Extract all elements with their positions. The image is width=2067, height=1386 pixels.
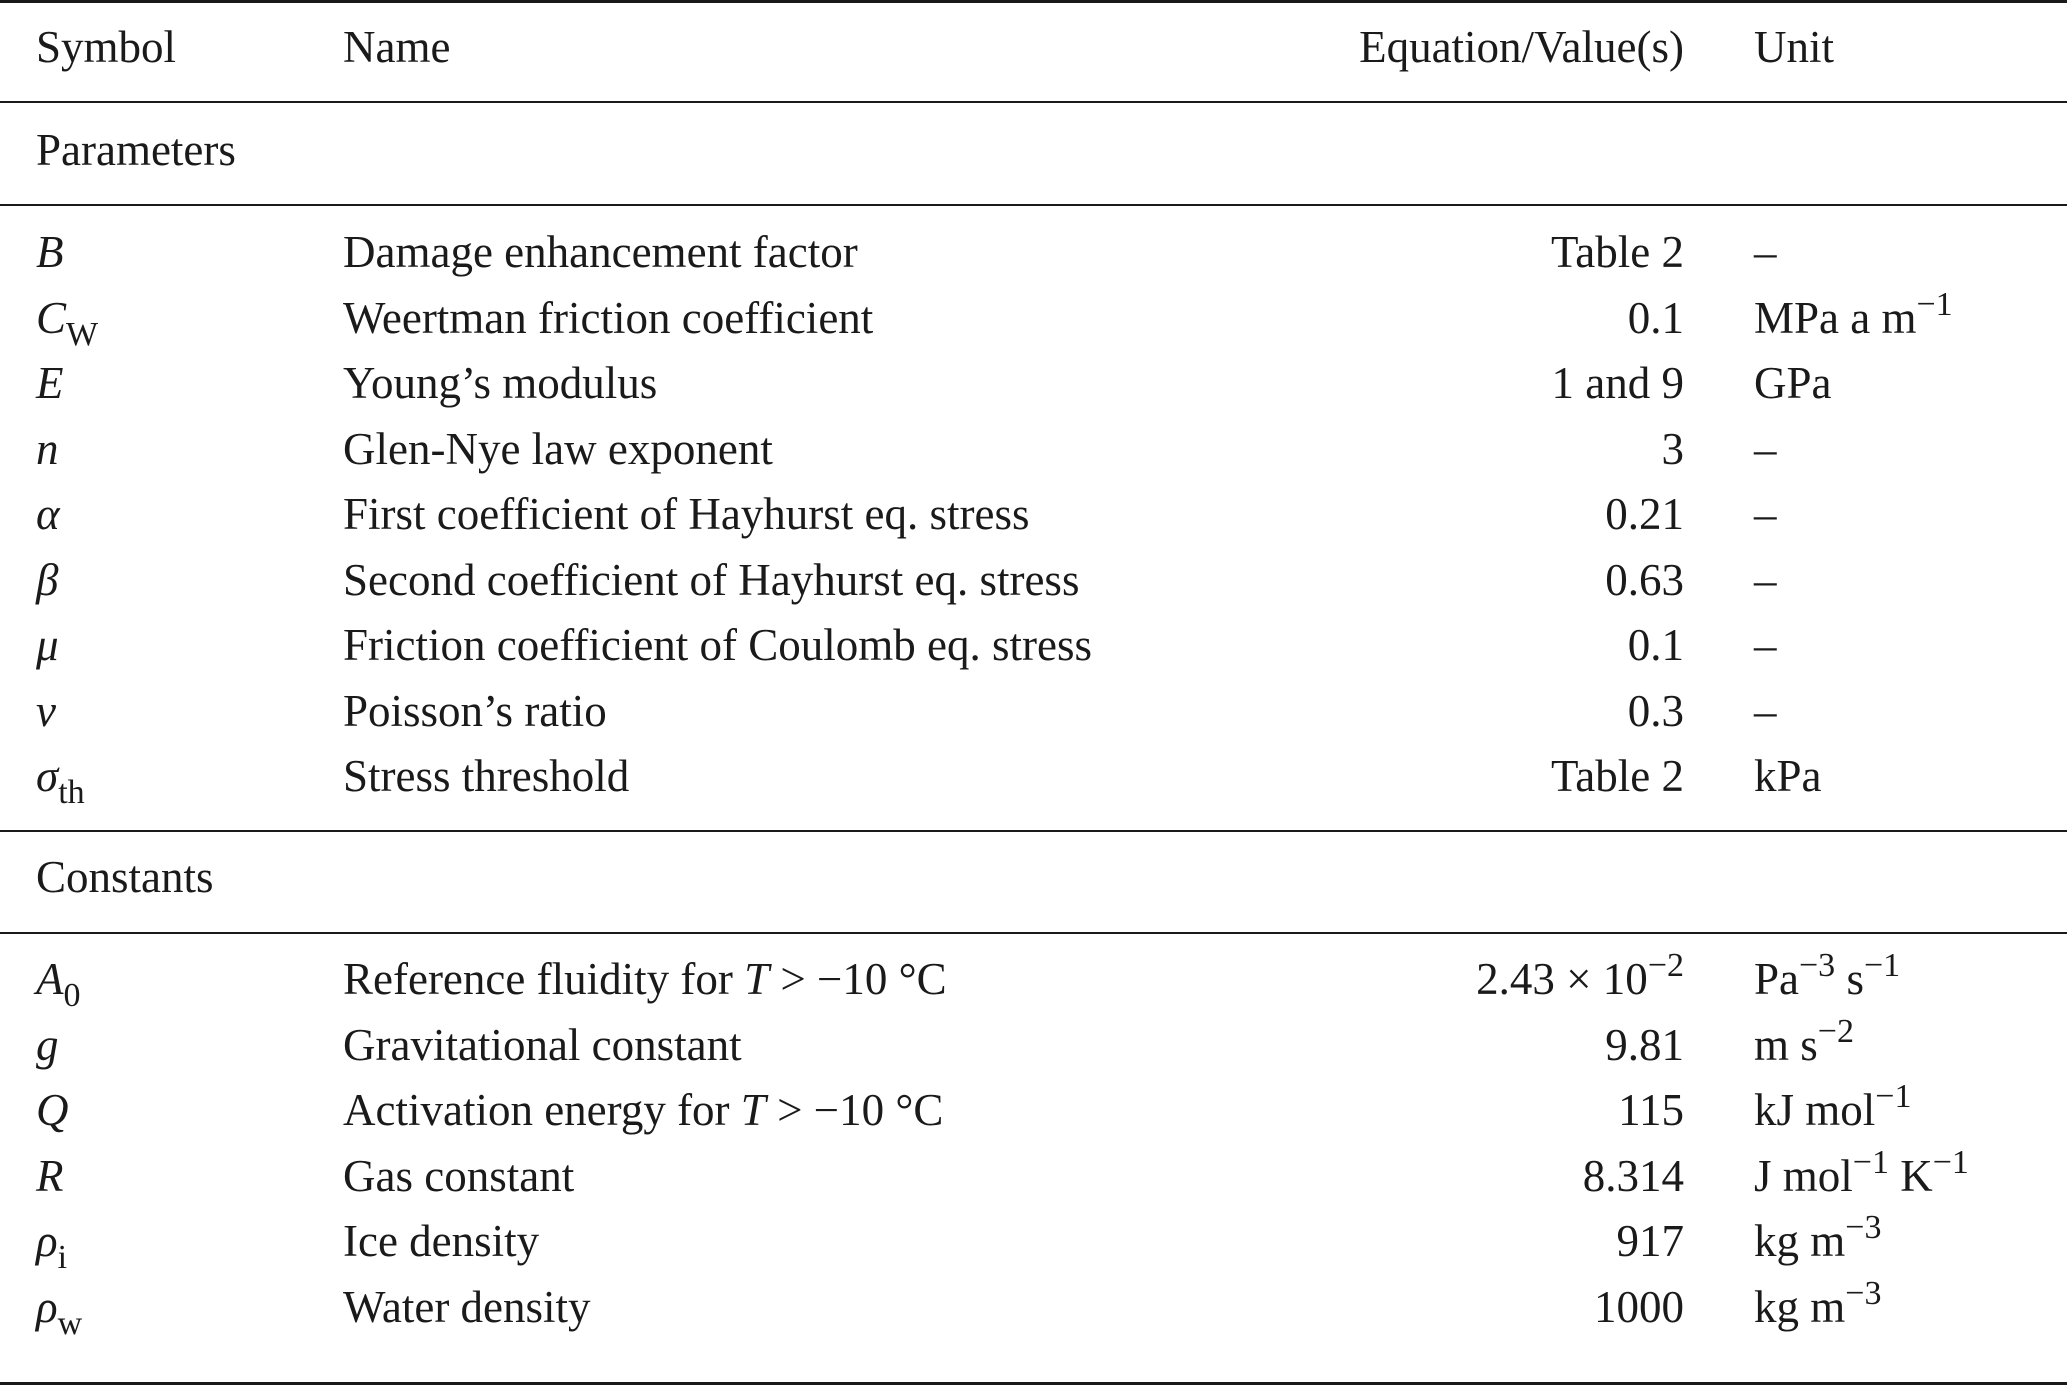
name-cell [343,953,947,1005]
unit-cell [1754,286,1953,349]
name-cell [343,685,607,737]
unit-text: – [1754,227,1777,277]
unit-text: – [1754,555,1777,605]
name-text: Young’s modulus [343,358,658,408]
symbol: E [36,358,64,408]
symbol-cell [36,953,81,1014]
symbol-subscript: 0 [63,977,81,1014]
symbol-cell [36,1215,68,1276]
name-cell [343,488,1030,540]
symbol: g [36,1020,59,1070]
name-text: Activation energy for [343,1085,741,1135]
unit-exponent: −1 [1852,1144,1889,1181]
symbol-cell [36,292,99,353]
name-text: Water density [343,1282,591,1332]
symbol: σ [36,751,59,801]
unit-cell [1754,947,1901,1010]
name-text: First coefficient of Hayhurst eq. stress [343,489,1030,539]
symbol: ρ [36,1216,58,1266]
name-cell [343,357,657,409]
symbol-cell [36,619,59,671]
section-rule-constants [0,932,2067,934]
unit-text: J mol [1754,1151,1853,1201]
unit-cell [1754,1078,1912,1141]
unit-second: s [1835,954,1864,1004]
symbol-cell [36,488,60,540]
unit-cell [1754,1013,1854,1076]
header-symbol: Symbol [36,22,177,72]
name-cell [343,1019,742,1071]
name-text: Glen-Nye law exponent [343,424,773,474]
name-text: Gravitational constant [343,1020,742,1070]
name-cell [343,554,1079,606]
name-text: Damage enhancement factor [343,227,858,277]
unit-exponent: −1 [1875,1078,1912,1115]
symbol-cell [36,1150,64,1202]
name-cell [343,1150,574,1202]
symbol: ρ [36,1282,58,1332]
unit-cell [1754,488,1777,540]
value-text: 8.314 [1582,1151,1684,1201]
section-title-parameters: Parameters [36,125,236,175]
unit-cell [1754,357,1832,409]
value-cell [1594,1281,1684,1333]
unit-cell [1754,1144,1969,1207]
name-cell [343,226,858,278]
unit-exponent: −3 [1799,947,1836,984]
unit-second-exponent: −1 [1932,1144,1969,1181]
header-name: Name [343,22,451,72]
table-top-rule [0,0,2067,3]
name-variable: T [744,954,770,1004]
value-cell [1605,554,1684,606]
value-text: 1000 [1594,1282,1684,1332]
table-bottom-rule [0,1382,2067,1385]
value-text: 0.1 [1627,620,1684,670]
unit-second: K [1888,1151,1933,1201]
name-text: Poisson’s ratio [343,686,607,736]
unit-exponent: −3 [1845,1209,1882,1246]
value-text: 917 [1616,1216,1684,1266]
value-cell [1617,1215,1685,1267]
name-text: Reference fluidity for [343,954,745,1004]
name-text: Gas constant [343,1151,575,1201]
symbol-subscript: w [57,1305,83,1342]
symbol-cell [36,1281,83,1342]
value-text: 115 [1618,1085,1684,1135]
unit-text: kg m [1754,1216,1846,1266]
symbol: A [36,954,64,1004]
name-cell [343,1281,591,1333]
unit-text: Pa [1754,954,1799,1004]
name-cell [343,423,773,475]
symbol: Q [36,1085,69,1135]
unit-second-exponent: −1 [1863,947,1901,984]
value-cell [1618,1084,1684,1136]
unit-cell [1754,685,1777,737]
unit-text: MPa a m [1754,293,1917,343]
name-cell [343,1215,539,1267]
value-text: Table 2 [1550,751,1684,801]
unit-exponent: −1 [1916,286,1953,323]
symbol: α [36,489,60,539]
name-text: Ice density [343,1216,540,1266]
symbol-cell [36,750,85,811]
value-exponent: −2 [1647,947,1684,984]
value-cell [1551,750,1684,802]
name-cell [343,292,873,344]
symbol-cell [36,423,59,475]
value-cell [1605,1019,1684,1071]
name-cell [343,1084,943,1136]
unit-cell [1754,226,1777,278]
header-value: Equation/Value(s) [1359,22,1684,72]
name-tail: > −10 °C [765,1085,944,1135]
unit-cell [1754,423,1777,475]
unit-text: GPa [1754,358,1832,408]
value-cell [1605,488,1684,540]
value-text: 1 and 9 [1551,358,1684,408]
unit-cell [1754,750,1822,802]
header-rule [0,101,2067,103]
symbol-cell [36,226,64,278]
symbol-cell [36,1084,69,1136]
unit-exponent: −3 [1845,1275,1882,1312]
name-variable: T [740,1085,766,1135]
name-cell [343,619,1092,671]
name-text: Friction coefficient of Coulomb eq. stress [343,620,1093,670]
symbol-subscript: th [58,774,85,811]
unit-cell [1754,554,1777,606]
unit-text: kPa [1754,751,1822,801]
symbol-cell [36,357,64,409]
unit-text: – [1754,620,1777,670]
symbol: C [36,293,67,343]
value-text: 3 [1661,424,1684,474]
value-cell [1551,226,1684,278]
unit-cell [1754,619,1777,671]
value-cell [1476,947,1684,1010]
name-text: Stress threshold [343,751,630,801]
name-tail: > −10 °C [769,954,947,1004]
value-cell [1628,292,1684,344]
value-text: 2.43 × 10 [1476,954,1648,1004]
unit-text: kg m [1754,1282,1846,1332]
value-cell [1628,619,1684,671]
symbol: B [36,227,64,277]
unit-text: – [1754,686,1777,736]
section-title-constants: Constants [36,852,214,902]
value-text: 0.1 [1627,293,1684,343]
unit-text: – [1754,489,1777,539]
name-cell [343,750,629,802]
value-text: 0.21 [1605,489,1684,539]
value-text: 0.3 [1627,686,1684,736]
symbol-cell [36,554,58,606]
unit-cell [1754,1209,1882,1272]
value-text: 0.63 [1605,555,1684,605]
symbol-subscript: W [66,316,99,353]
unit-cell [1754,1275,1882,1338]
symbol: R [36,1151,64,1201]
value-cell [1583,1150,1684,1202]
value-cell [1552,357,1684,409]
unit-exponent: −2 [1817,1013,1854,1050]
symbol: ν [36,686,56,736]
unit-text: – [1754,424,1777,474]
unit-text: kJ mol [1754,1085,1876,1135]
header-unit: Unit [1754,22,1835,72]
value-text: 9.81 [1605,1020,1684,1070]
symbol: μ [36,620,59,670]
value-text: Table 2 [1550,227,1684,277]
name-text: Second coefficient of Hayhurst eq. stress [343,555,1080,605]
symbol: β [36,555,59,605]
section-rule-parameters [0,204,2067,206]
unit-text: m s [1754,1020,1818,1070]
section-top-rule-constants [0,830,2067,832]
symbol-subscript: i [57,1239,68,1276]
symbol-cell [36,1019,59,1071]
symbol: n [36,424,59,474]
value-cell [1662,423,1685,475]
symbol-cell [36,685,56,737]
value-cell [1628,685,1684,737]
name-text: Weertman friction coefficient [343,293,874,343]
